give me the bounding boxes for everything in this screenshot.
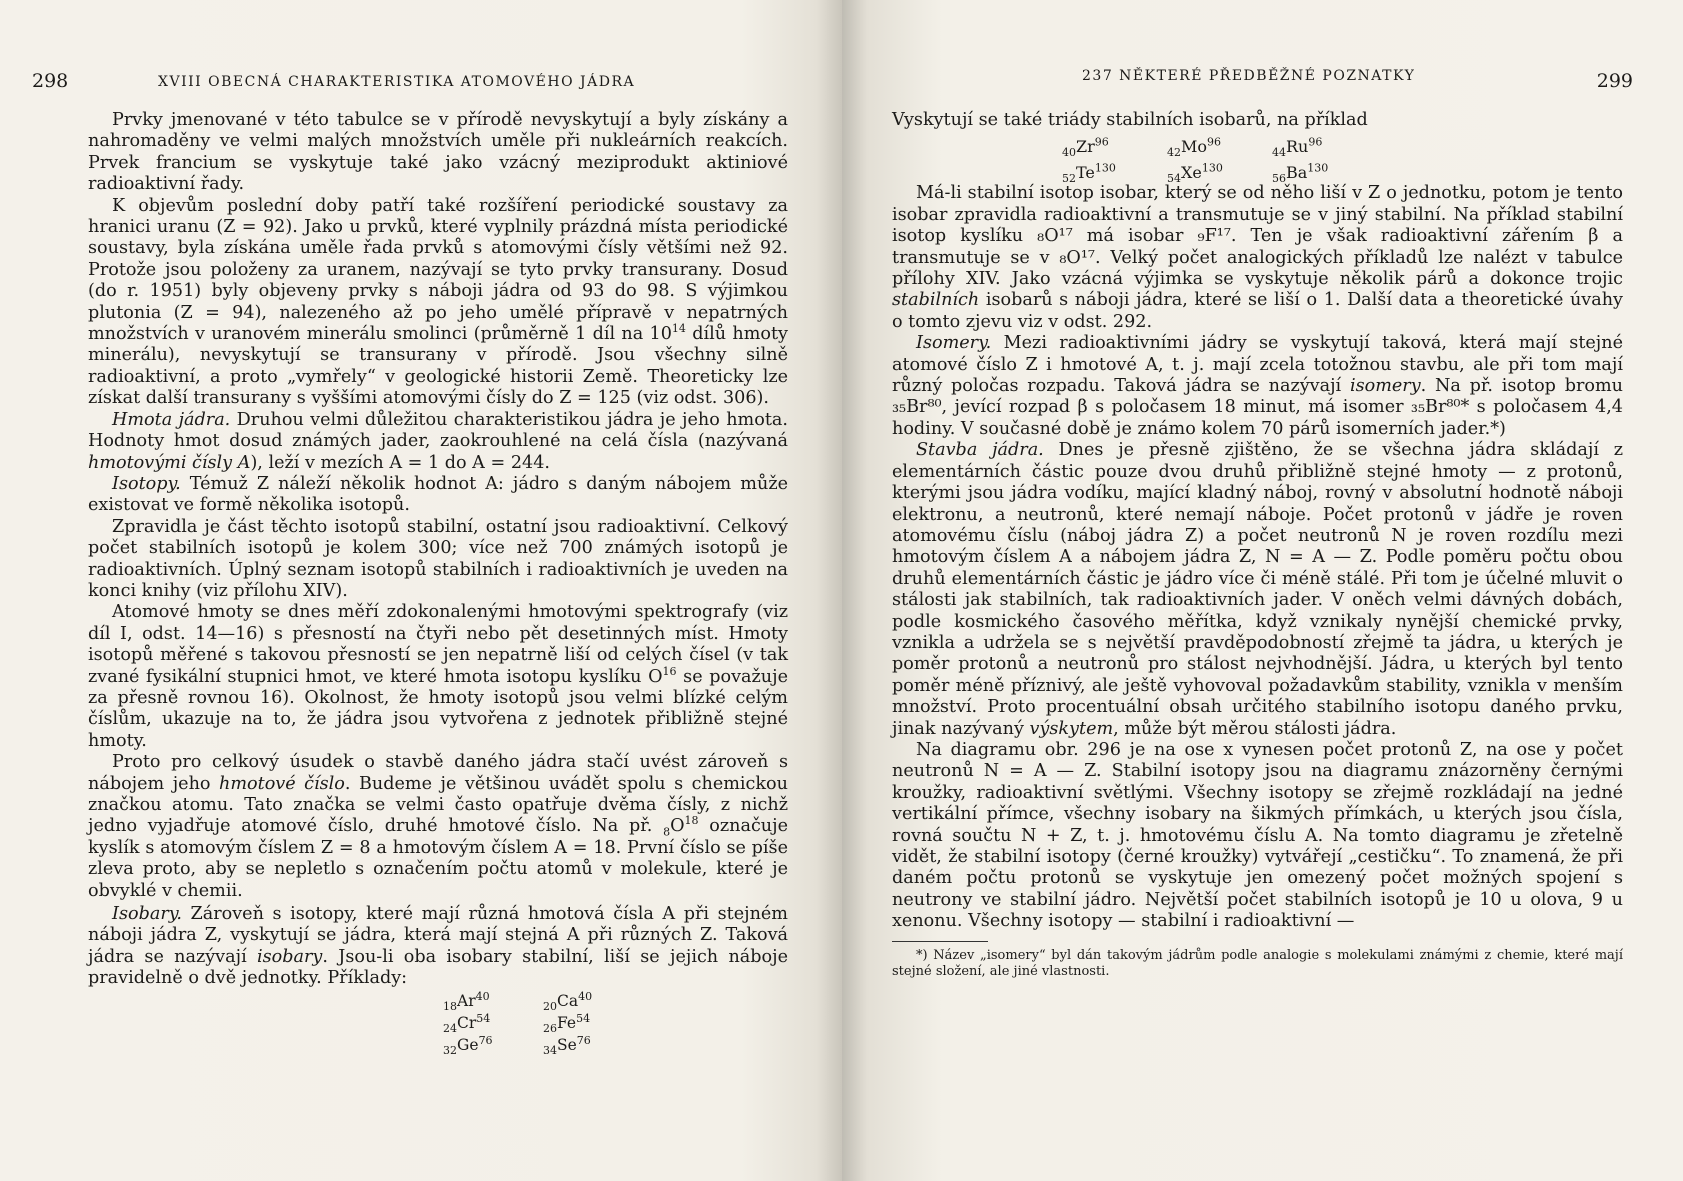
nuclide-symbol: $_{20}Ca^{40}$: [543, 989, 593, 1013]
isobar-pair: [443, 1034, 643, 1056]
left-header-title: XVIII OBECNÁ CHARAKTERISTIKA ATOMOVÉHO JÁDRA: [158, 74, 636, 90]
paragraph: Isotopy. Témuž Z náleží několik hodnot A: jádro s daným nábojem může existovat ve formě několika isotopů.: [88, 473, 788, 516]
paragraph: Isomery. Mezi radioaktivními jádry se vyskytují taková, která mají stejné atomové číslo Z i hmotové A, t. j. mají zcela totožnou stavbu, ale při tom mají různý poločas rozpadu. Taková jádra se nazývají isomery. Na př. isotop bromu ₃₅Br⁸⁰, jevící rozpad β s poločasem 18 minut, má isomer ₃₅Br⁸⁰* s poločasem 4,4 hodiny. V současné době je známo kolem 70 párů isomerních jader.*): [892, 333, 1623, 439]
left-page-text: [88, 110, 788, 1056]
nuclide-symbol: $_{52}Te^{130}$: [1062, 162, 1116, 186]
isobar-examples: [88, 904, 788, 1056]
nuclide-symbol: $_{54}Xe^{130}$: [1167, 162, 1223, 186]
nuclide-symbol: $_{44}Ru^{96}$: [1272, 136, 1323, 160]
right-running-head: [892, 68, 1633, 94]
nuclide-symbol: $_{24}Cr^{54}$: [443, 1011, 491, 1035]
nuclide-symbol: $_{18}Ar^{40}$: [443, 989, 490, 1013]
paragraph: Zpravidla je část těchto isotopů stabilní, ostatní jsou radioaktivní. Celkový počet stabilních isotopů je kolem 300; více než 700 známých isotopů je radioaktivních. Úplný seznam isotopů stabilních i radioaktivních je uveden na konci knihy (viz přílohu XIV).: [88, 516, 788, 601]
paragraph: Atomové hmoty se dnes měří zdokonalenými hmotovými spektrografy (viz díl I, odst. 14—16) s přesností na čtyři nebo pět desetinných míst. Hmoty isotopů měřené s takovou přesností se jen nepatrně liší od celých čísel (v tak zvané fysikální stupnici hmot, ve které hmota isotopu kyslíku $O^{16}$ se považuje za přesně rovnou 16). Okolnost, že hmoty isotopů jsou velmi blízké celým číslům, ukazuje na to, že jádra jsou vytvořena z jednotek přibližně stejné hmoty.: [88, 602, 788, 751]
right-page: [842, 0, 1683, 1181]
footnote-rule: [892, 941, 988, 942]
isobar-triads: [892, 136, 1623, 186]
paragraph: Proto pro celkový úsudek o stavbě daného jádra stačí uvést zároveň s nábojem jeho hmotové číslo. Budeme je většinou uvádět spolu s chemickou značkou atomu. Tato značka se velmi často opatřuje dvěma čísly, z nichž jedno vyjadřuje atomové číslo, druhé hmotové číslo. Na př. $_8O^{18}$ označuje kyslík s atomovým číslem Z = 8 a hmotovým číslem A = 18. První číslo se píše zleva proto, aby se nepletlo s označením počtu atomů v molekule, které je obvyklé v chemii.: [88, 752, 789, 901]
right-header-title: 237 NĚKTERÉ PŘEDBĚŽNÉ POZNATKY: [1082, 68, 1416, 84]
paragraph: Má-li stabilní isotop isobar, který se od něho liší v Z o jednotku, potom je tento isobar zpravidla radioaktivní a transmutuje se v jiný stabilní. Na příklad stabilní isotop kyslíku ₈O¹⁷ má isobar ₉F¹⁷. Ten je však radioaktivní zářením β a transmutuje se v ₈O¹⁷. Velký počet analogických příkladů lze nalézt v tabulce přílohy XIV. Jako vzácná výjimka se vyskytuje několik párů a dokonce trojic stabilních isobarů s náboji jádra, které se liší o 1. Další data a theoretické úvahy o tomto zjevu viz v odst. 292.: [892, 183, 1623, 332]
paragraph: Hmota jádra. Druhou velmi důležitou charakteristikou jádra je jeho hmota. Hodnoty hmot dosud známých jader, zaokrouhlené na celá čísla (nazývaná hmotovými čísly A), leží v mezích A = 1 do A = 244.: [88, 409, 788, 473]
left-running-head: [32, 70, 788, 96]
paragraph: Isobary. Zároveň s isotopy, které mají různá hmotová čísla A při stejném náboji jádra Z, vyskytují se jádra, která mají stejná A při různých Z. Taková jádra se nazývají isobary. Jsou-li oba isobary stabilní, liší se jejich náboje pravidelně o dvě jednotky. Příklady:: [88, 904, 788, 989]
left-page-number: 298: [32, 70, 69, 92]
nuclide-symbol: $_{40}Zr^{96}$: [1062, 136, 1109, 160]
paragraph: Na diagramu obr. 296 je na ose x vynesen počet protonů Z, na ose y počet neutronů N = A — Z. Stabilní isotopy jsou na diagramu znázorněny černými kroužky, radioaktivní světlými. Všechny isotopy se zřejmě rozkládají na jedné vertikální přímce, všechny isobary na šikmých přímkách, u kterých jsou čísla, rovná součtu N + Z, t. j. hmotovému číslu A. Na tomto diagramu je zřetelně vidět, že stabilní isotopy (černé kroužky) vytvářejí „cestičku“. To znamená, že při daném počtu protonů se vyskytuje jen omezený počet možných spojení s neutrony ve stabilní jádro. Největší počet stabilních isotopů je 10 u olova, 9 u xenonu. Všechny isotopy — stabilní i radioaktivní —: [892, 739, 1623, 932]
right-page-number: 299: [1596, 70, 1633, 92]
nuclide-symbol: $_{42}Mo^{96}$: [1167, 136, 1222, 160]
isobar-pair: [443, 990, 643, 1012]
paragraph: Prvky jmenované v této tabulce se v přírodě nevyskytují a byly získány a nahromaděny ve velmi malých množstvích uměle při nukleárních reakcích. Prvek francium se vyskytuje také jako vzácný meziprodukt aktiniové radioaktivní řady.: [88, 110, 788, 195]
nuclide-symbol: $_{56}Ba^{130}$: [1272, 162, 1329, 186]
isobar-triad: [1062, 136, 1372, 160]
paragraph: Stavba jádra. Dnes je přesně zjištěno, že se všechna jádra skládají z elementárních částic pouze dvou druhů přibližně stejné hmoty — z protonů, kterými jsou jádra vodíku, mající kladný náboj, rovný v absolutní hodnotě náboji elektronu, a neutronů, které nemají náboje. Počet protonů v jádře je roven atomovému číslu (náboj jádra Z) a počet neutronů N je roven rozdílu mezi hmotovým číslem A a nábojem jádra Z, N = A — Z. Podle poměru počtu obou druhů elementárních částic je jádro více či méně stálé. Při tom je účelné mluvit o stálosti jak stabilních, tak radioaktivních jader. V oněch velmi dávných dobách, podle kosmického časového měřítka, když vznikaly nynější chemické prvky, vznikla a udržela se s největší pravděpodobností zřejmě ta jádra, u kterých je poměr protonů a neutronů pro stálost nejvhodnější. Jádra, u kterých byl tento poměr méně příznivý, ale ještě vyhovoval požadavkům stability, vznikla v menším množství. Proto procentuální obsah určitého stabilního isotopu daného prvku, jinak nazývaný výskytem, může být měrou stálosti jádra.: [892, 440, 1623, 739]
footnote: *) Název „isomery“ byl dán takovým jádrům podle analogie s molekulami známými z chemie, které mají stejné složení, ale jiné vlastnosti.: [892, 947, 1623, 979]
paragraph: K objevům poslední doby patří také rozšíření periodické soustavy za hranici uranu (Z = 92). Jako u prvků, které vyplnily prázdná místa periodické soustavy, byla získána uměle řada prvků s atomovými čísly většími než 92. Protože jsou položeny za uranem, nazývají se tyto prvky transurany. Dosud (do r. 1951) byly objeveny prvky s náboji jádra od 93 do 98. S výjimkou plutonia (Z = 94), nalezeného až po jeho umělé přípravě v nepatrných množstvích v uranovém minerálu smolinci (průměrně 1 díl na $10^{14}$ dílů hmoty minerálu), nevyskytují se transurany v přírodě. Jsou všechny silně radioaktivní, a proto „vymřely“ v geologické historii Země. Theoreticky lze získat další transurany s vyššími atomovými čísly do Z = 125 (viz odst. 306).: [88, 195, 788, 409]
right-page-text: [892, 110, 1623, 980]
nuclide-symbol: $_{34}Se^{76}$: [543, 1033, 591, 1057]
nuclide-symbol: $_{32}Ge^{76}$: [443, 1033, 493, 1057]
paragraph: Vyskytují se také triády stabilních isobarů, na příklad: [892, 110, 1368, 130]
isobar-pair: [443, 1012, 643, 1034]
nuclide-symbol: $_{26}Fe^{54}$: [543, 1011, 591, 1035]
isobar-triad: [1062, 162, 1372, 186]
